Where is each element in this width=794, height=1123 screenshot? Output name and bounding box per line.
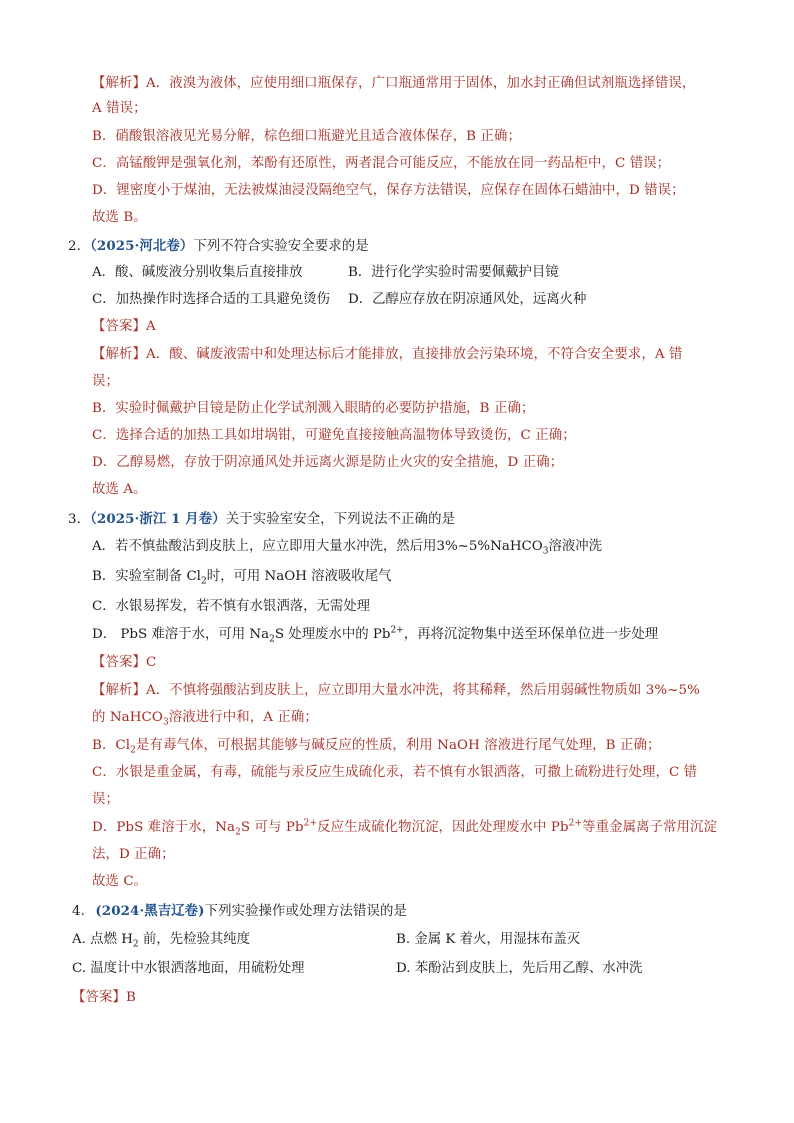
analysis-line: 故选 B。 bbox=[92, 210, 147, 225]
answer-value: C bbox=[145, 655, 157, 670]
analysis-line: 【解析】A．酸、碱废液需中和处理达标后才能排放，直接排放会污染环境，不符合安全要求，A 错 bbox=[92, 347, 683, 362]
analysis-tag: 【解析】 bbox=[92, 683, 146, 698]
question-2-stem bbox=[68, 236, 369, 257]
question-4-stem bbox=[72, 901, 407, 922]
analysis-line: C．选择合适的加热工具如坩埚钳，可避免直接接触高温物体导致烫伤，C 正确； bbox=[92, 428, 576, 443]
answer-value: A bbox=[145, 319, 156, 334]
analysis-line: D．锂密度小于煤油，无法被煤油浸没隔绝空气，保存方法错误，应保存在固体石蜡油中，D 错误； bbox=[92, 183, 685, 198]
analysis-line: 【解析】A．不慎将强酸沾到皮肤上，应立即用大量水冲洗，将其稀释，然后用弱碱性物质如 3%~5% bbox=[92, 683, 700, 698]
answer-line bbox=[92, 317, 156, 337]
question-number: 4. bbox=[72, 904, 85, 919]
option-d: D． PbS 难溶于水，可用 $Na_2S$ 处理废水中的 $Pb^{2+}$，再将沉淀物集中送至环保单位进一步处理 bbox=[92, 625, 659, 645]
analysis-line: D．乙醇易燃，存放于阴凉通风处并远离火源是防止火灾的安全措施，D 正确； bbox=[92, 455, 564, 470]
answer-tag: 【答案】 bbox=[92, 655, 146, 670]
answer-line bbox=[92, 653, 156, 673]
question-text: 下列不符合实验安全要求的是 bbox=[193, 239, 369, 254]
analysis-line: 的 NaHCO$_3$溶液进行中和，A 正确； bbox=[92, 710, 318, 728]
option-b: B．实验室制备 $Cl_2$时，可用 NaOH 溶液吸收尾气 bbox=[92, 569, 392, 587]
option-d: D. 苯酚沾到皮肤上，先后用乙醇、水冲洗 bbox=[396, 961, 643, 976]
analysis-tag: 【解析】 bbox=[92, 76, 146, 91]
question-source: （2025·浙江 1 月卷） bbox=[90, 511, 226, 527]
option-c: C．加热操作时选择合适的工具避免烫伤 bbox=[92, 292, 330, 307]
analysis-line: 误； bbox=[92, 792, 119, 807]
option-b: B．进行化学实验时需要佩戴护目镜 bbox=[348, 265, 559, 280]
analysis-line: A 错误； bbox=[92, 101, 147, 116]
analysis-line: B．实验时佩戴护目镜是防止化学试剂溅入眼睛的必要防护措施，B 正确； bbox=[92, 401, 535, 416]
analysis-line: C．高锰酸钾是强氧化剂，苯酚有还原性，两者混合可能反应，不能放在同一药品柜中，C 错误； bbox=[92, 156, 671, 171]
question-text: 关于实验室安全，下列说法不正确的是 bbox=[225, 512, 456, 527]
analysis-line: B．硝酸银溶液见光易分解，棕色细口瓶避光且适合液体保存，B 正确； bbox=[92, 129, 521, 144]
option-a: A. 点燃 $H_2$ 前，先检验其纯度 bbox=[72, 932, 251, 950]
analysis-tag: 【解析】 bbox=[92, 347, 146, 362]
analysis-line: 故选 C。 bbox=[92, 874, 148, 889]
option-a: A．若不慎盐酸沾到皮肤上，应立即用大量水冲洗，然后用3%~5%NaHCO$_3$溶液冲洗 bbox=[92, 539, 603, 557]
question-text: 下列实验操作或处理方法错误的是 bbox=[204, 904, 407, 919]
option-d: D．乙醇应存放在阴凉通风处，远离火种 bbox=[348, 292, 587, 307]
analysis-line: D．PbS 难溶于水，$Na_2S$ 可与 $Pb^{2+}$反应生成硫化物沉淀，因此处理废水中 $Pb^{2+}$等重金属离子常用沉淀 bbox=[92, 818, 717, 838]
question-number: 2． bbox=[68, 239, 91, 254]
option-b: B. 金属 K 着火，用湿抹布盖灭 bbox=[396, 932, 581, 947]
question-source: （2025·河北卷） bbox=[90, 238, 194, 254]
answer-value: B bbox=[125, 990, 136, 1005]
option-c: C. 温度计中水银洒落地面，用硫粉处理 bbox=[72, 961, 305, 976]
analysis-line: 法，D 正确； bbox=[92, 847, 175, 862]
analysis-line: B．$Cl_2$是有毒气体，可根据其能够与碱反应的性质，利用 NaOH 溶液进行尾气处理，B 正确； bbox=[92, 738, 661, 756]
analysis-line: 【解析】A．液溴为液体，应使用细口瓶保存，广口瓶通常用于固体，加水封正确但试剂瓶选择错误， bbox=[92, 76, 696, 91]
analysis-line: 误； bbox=[92, 374, 119, 389]
answer-tag: 【答案】 bbox=[72, 990, 126, 1005]
analysis-line: 故选 A。 bbox=[92, 482, 147, 497]
answer-tag: 【答案】 bbox=[92, 319, 146, 334]
option-c: C．水银易挥发，若不慎有水银洒落，无需处理 bbox=[92, 599, 371, 614]
analysis-line: C．水银是重金属，有毒，硫能与汞反应生成硫化汞，若不慎有水银洒落，可撒上硫粉进行处理，C 错 bbox=[92, 765, 698, 780]
answer-line bbox=[72, 988, 136, 1008]
question-number: 3． bbox=[68, 512, 91, 527]
question-source: (2024·黑吉辽卷) bbox=[95, 903, 205, 919]
question-3-stem bbox=[68, 509, 455, 530]
option-a: A．酸、碱废液分别收集后直接排放 bbox=[92, 265, 303, 280]
